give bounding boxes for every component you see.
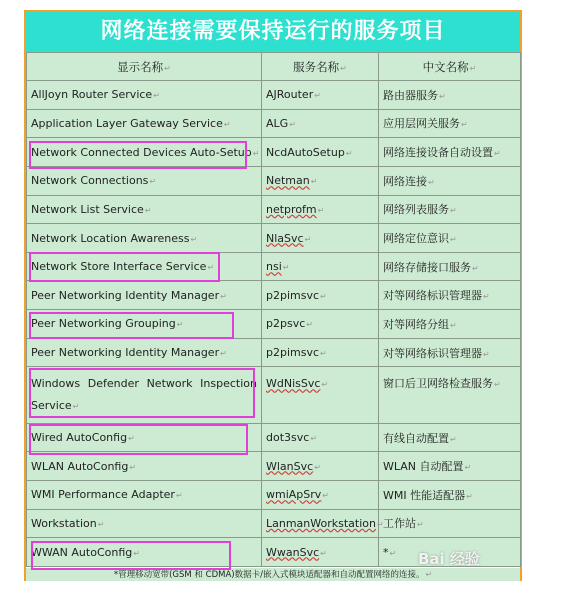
table-row xyxy=(27,166,521,195)
document-frame xyxy=(24,10,522,581)
cell-chinese: 窗口后卫网络检查服务↵ xyxy=(379,367,521,423)
cell-service: WlanSvc↵ xyxy=(262,452,379,481)
header-display-name: 显示名称↵ xyxy=(27,53,262,81)
cell-chinese: 对等网络标识管理器↵ xyxy=(379,338,521,367)
cell-service: NlaSvc↵ xyxy=(262,224,379,253)
cell-display: AllJoyn Router Service↵ xyxy=(27,81,262,110)
baidu-watermark: Bai 经验 xyxy=(418,550,480,568)
cell-chinese: *↵ xyxy=(379,538,521,567)
table-row xyxy=(27,452,521,481)
cell-service: AJRouter↵ xyxy=(262,81,379,110)
cell-chinese: 网络连接设备自动设置↵ xyxy=(379,138,521,167)
cell-display: WLAN AutoConfig↵ xyxy=(27,452,262,481)
cell-service: nsi↵ xyxy=(262,252,379,281)
cell-chinese: 有线自动配置↵ xyxy=(379,423,521,452)
cell-chinese: 网络列表服务↵ xyxy=(379,195,521,224)
cell-chinese: 对等网络标识管理器↵ xyxy=(379,281,521,310)
cell-service: WdNisSvc↵ xyxy=(262,367,379,423)
cell-chinese: WLAN 自动配置↵ xyxy=(379,452,521,481)
table-row xyxy=(27,509,521,538)
cell-chinese: 网络定位意识↵ xyxy=(379,224,521,253)
cell-service: Netman↵ xyxy=(262,166,379,195)
cell-display: Application Layer Gateway Service↵ xyxy=(27,109,262,138)
cell-display: WWAN AutoConfig↵ xyxy=(27,538,262,567)
cell-service: LanmanWorkstation↵ xyxy=(262,509,379,538)
table-row xyxy=(27,281,521,310)
cell-service: ALG↵ xyxy=(262,109,379,138)
cell-display: Workstation↵ xyxy=(27,509,262,538)
footnote: *管理移动宽带(GSM 和 CDMA)数据卡/嵌入式模块适配器和自动配置网络的连接。↵ xyxy=(26,568,520,581)
cell-chinese: 路由器服务↵ xyxy=(379,81,521,110)
cell-chinese: 对等网络分组↵ xyxy=(379,310,521,339)
cell-chinese: 网络存储接口服务↵ xyxy=(379,252,521,281)
cell-service: WwanSvc↵ xyxy=(262,538,379,567)
cell-chinese: 工作站↵ xyxy=(379,509,521,538)
cell-display: WMI Performance Adapter↵ xyxy=(27,480,262,509)
cell-service: p2psvc↵ xyxy=(262,310,379,339)
table-row xyxy=(27,224,521,253)
page-title: 网络连接需要保持运行的服务项目 xyxy=(26,12,520,52)
cell-service: netprofm↵ xyxy=(262,195,379,224)
cell-display: Wired AutoConfig↵ xyxy=(27,423,262,452)
cell-service: p2pimsvc↵ xyxy=(262,338,379,367)
table-row xyxy=(27,138,521,167)
cell-display: Network Store Interface Service↵ xyxy=(27,252,262,281)
cell-service: dot3svc↵ xyxy=(262,423,379,452)
cell-display: Network Connections↵ xyxy=(27,166,262,195)
header-chinese-name: 中文名称↵ xyxy=(379,53,521,81)
services-table xyxy=(26,52,521,567)
header-service-name: 服务名称↵ xyxy=(262,53,379,81)
table-row xyxy=(27,367,521,423)
cell-service: wmiApSrv↵ xyxy=(262,480,379,509)
cell-service: NcdAutoSetup↵ xyxy=(262,138,379,167)
table-row xyxy=(27,195,521,224)
cell-service: p2pimsvc↵ xyxy=(262,281,379,310)
table-row xyxy=(27,81,521,110)
cell-chinese: WMI 性能适配器↵ xyxy=(379,480,521,509)
table-row xyxy=(27,252,521,281)
table-row xyxy=(27,109,521,138)
table-row xyxy=(27,310,521,339)
cell-display: Peer Networking Grouping↵ xyxy=(27,310,262,339)
cell-chinese: 网络连接↵ xyxy=(379,166,521,195)
table-header-row xyxy=(27,53,521,81)
cell-chinese: 应用层网关服务↵ xyxy=(379,109,521,138)
cell-display: Network Connected Devices Auto-Setup↵ xyxy=(27,138,262,167)
cell-display: Network Location Awareness↵ xyxy=(27,224,262,253)
table-row xyxy=(27,423,521,452)
cell-display: Network List Service↵ xyxy=(27,195,262,224)
cell-display: Windows Defender Network Inspection Service↵ xyxy=(27,367,262,423)
cell-display: Peer Networking Identity Manager↵ xyxy=(27,338,262,367)
table-row xyxy=(27,338,521,367)
table-row xyxy=(27,480,521,509)
cell-display: Peer Networking Identity Manager↵ xyxy=(27,281,262,310)
